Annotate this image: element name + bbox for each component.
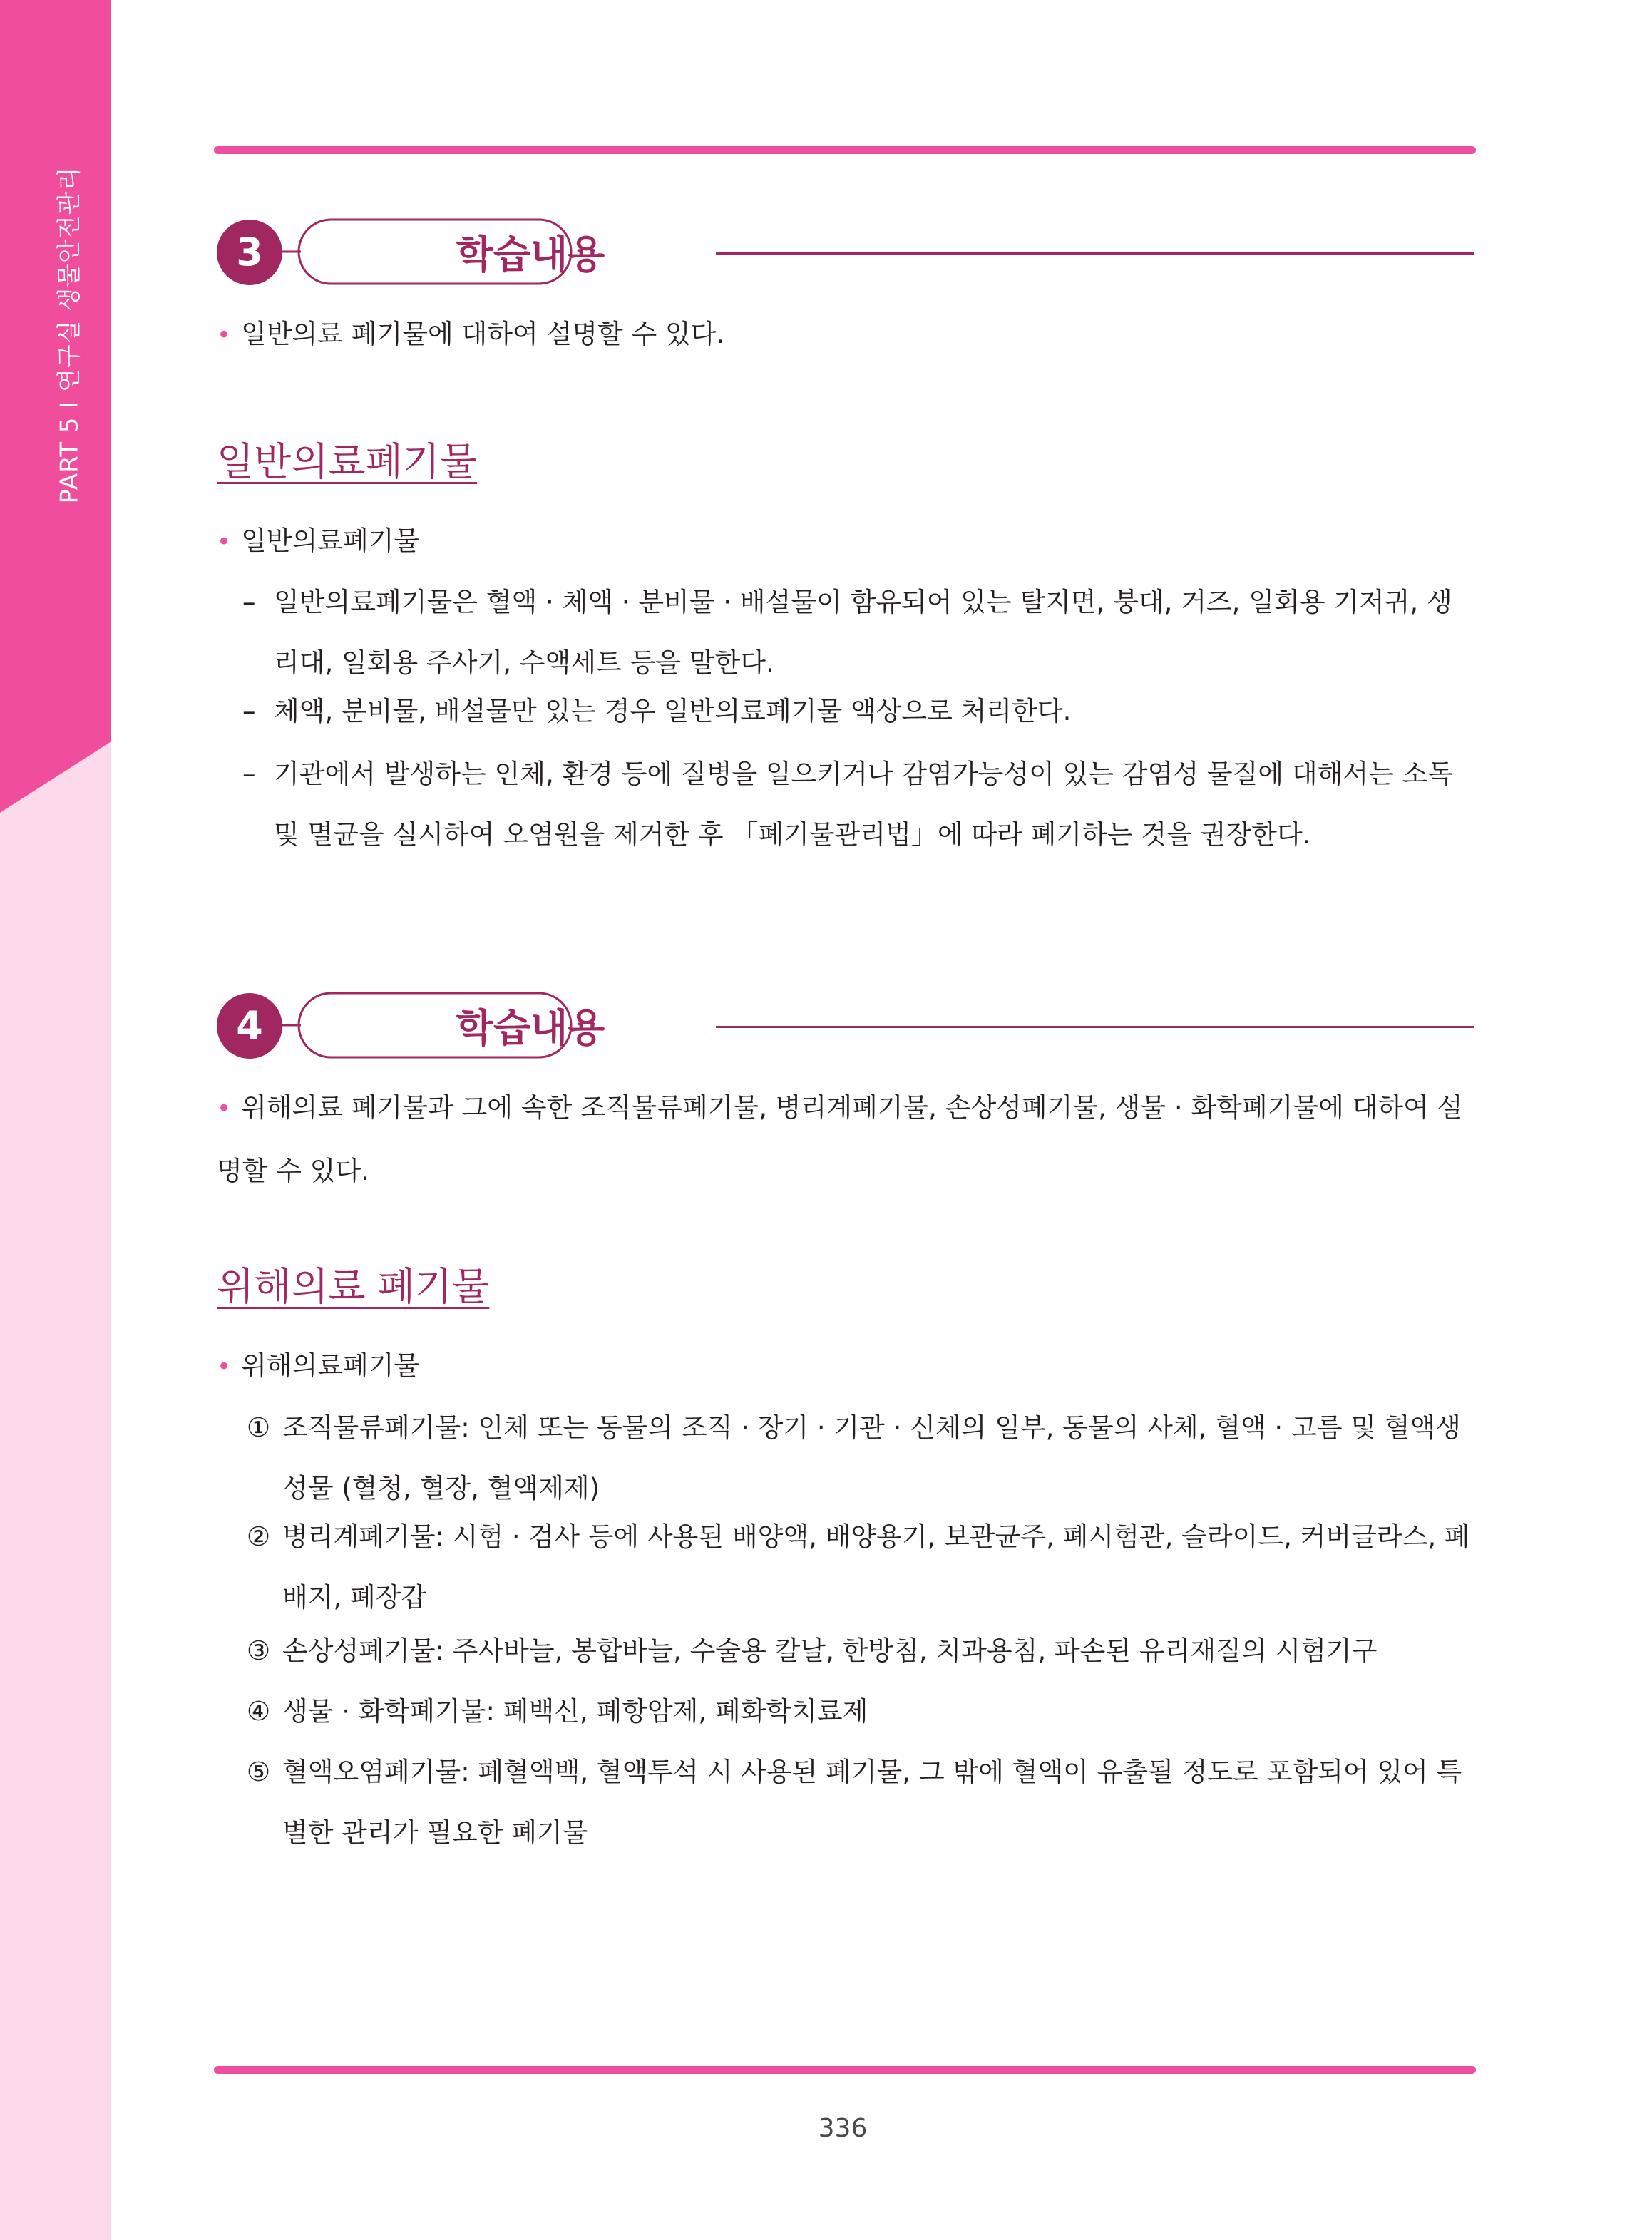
item-number: ②: [247, 1521, 271, 1552]
item-number: ⑤: [247, 1757, 271, 1787]
page-number: 336: [818, 2114, 868, 2143]
item-number: ③: [247, 1635, 271, 1666]
section-3-objective: • 일반의료 폐기물에 대하여 설명할 수 있다.: [217, 319, 725, 349]
section-4-label: 학습내용: [456, 1005, 605, 1051]
dash-marker: –: [242, 759, 256, 789]
hazard-waste-item: ⑤ 혈액오염폐기물: 폐혈액백, 혈액투석 시 사용된 폐기물, 그 밖에 혈액이 유출될 정도로 포함되어 있어 특별한 관리가 필요한 폐기물: [247, 1742, 1476, 1863]
bullet-dot: •: [217, 1094, 232, 1123]
dash-marker: –: [242, 587, 256, 617]
hazard-waste-item: ④ 생물 · 화학폐기물: 폐백신, 폐항암제, 폐화학치료제: [247, 1681, 1476, 1742]
top-rule: [214, 146, 1476, 154]
hazard-waste-bullet: • 위해의료폐기물: [217, 1350, 420, 1381]
dash-marker: –: [242, 696, 256, 726]
general-waste-item: – 일반의료폐기물은 혈액 · 체액 · 분비물 · 배설물이 함유되어 있는 탈지면, 붕대, 거즈, 일회용 기저귀, 생리대, 일회용 주사기, 수액세트 등을 말한다.: [242, 572, 1476, 693]
section-4-objective: • 위해의료 폐기물과 그에 속한 조직물류폐기물, 병리계폐기물, 손상성폐기물, 생물 · 화학폐기물에 대하여 설명할 수 있다.: [217, 1092, 1463, 1186]
bullet-dot: •: [217, 528, 232, 556]
section-3-header: [217, 217, 1474, 289]
bullet-dot: •: [217, 1352, 232, 1381]
general-waste-bullet: • 일반의료폐기물: [217, 525, 420, 556]
hazard-waste-item: ③ 손상성폐기물: 주사바늘, 봉합바늘, 수술용 칼날, 한방침, 치과용침, 파손된 유리재질의 시험기구: [247, 1620, 1476, 1681]
section-4-line: [716, 1026, 1474, 1028]
section-4-header: [217, 991, 1474, 1062]
section-4-number: 4: [217, 993, 282, 1059]
bottom-rule: [214, 2066, 1476, 2074]
hazard-waste-item: ② 병리계폐기물: 시험 · 검사 등에 사용된 배양액, 배양용기, 보관균주, 폐시험관, 슬라이드, 커버글라스, 폐배지, 폐장갑: [247, 1506, 1476, 1628]
bullet-dot: •: [217, 321, 232, 349]
section-3-line: [716, 252, 1474, 255]
item-number: ④: [247, 1696, 271, 1727]
item-number: ①: [247, 1412, 271, 1443]
hazard-waste-item: ① 조직물류폐기물: 인체 또는 동물의 조직 · 장기 · 기관 · 신체의 일부, 동물의 사체, 혈액 · 고름 및 혈액생성물 (혈청, 혈장, 혈액제제): [247, 1397, 1476, 1519]
hazard-waste-heading: 위해의료 폐기물: [217, 1264, 490, 1309]
general-waste-item: – 기관에서 발생하는 인체, 환경 등에 질병을 일으키거나 감염가능성이 있는 감염성 물질에 대해서는 소독 및 멸균을 실시하여 오염원을 제거한 후 「폐기물관리법」에 따라 폐기하는 것을 권장한다.: [242, 744, 1476, 865]
sidebar-part-title: PART 5 I 연구실 생물안전관리: [55, 166, 84, 504]
general-waste-heading: 일반의료폐기물: [217, 439, 478, 484]
general-waste-item: – 체액, 분비물, 배설물만 있는 경우 일반의료폐기물 액상으로 처리한다.: [242, 681, 1476, 741]
section-3-label: 학습내용: [456, 232, 605, 277]
section-3-number: 3: [217, 220, 282, 285]
